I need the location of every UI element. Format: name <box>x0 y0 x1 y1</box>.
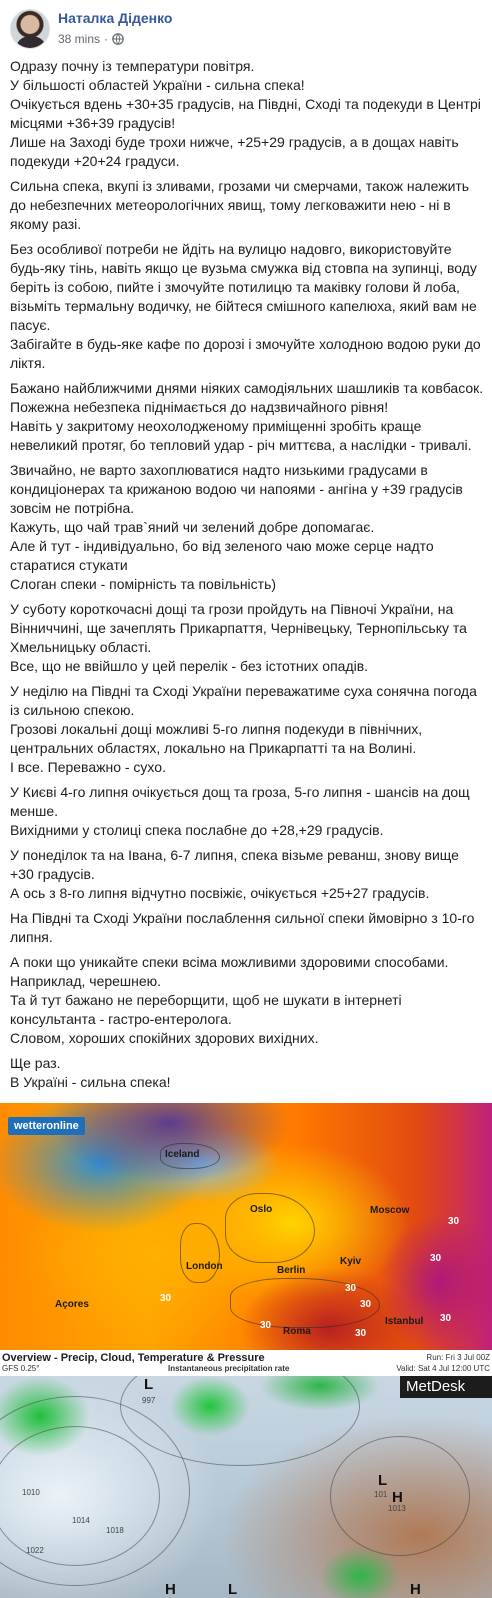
map-label: Berlin <box>277 1265 306 1276</box>
post-line: Сильна спека, вкупі із зливами, грозами чи смерчами, також належить до небезпечних метеорологічних явищ, тому легковажити нею - ні в якому разі. <box>10 178 470 232</box>
temperature-value: 30 <box>440 1313 452 1324</box>
temperature-value: 30 <box>260 1320 272 1331</box>
post-line: І все. Переважно - сухо. <box>10 759 166 775</box>
post-line: Ще раз. <box>10 1055 61 1071</box>
high-pressure: H <box>165 1581 176 1598</box>
metdesk-logo: MetDesk <box>400 1376 492 1398</box>
temperature-value: 30 <box>448 1216 460 1227</box>
post-line: Бажано найближчими днями ніяких самодіяльних шашликів та ковбасок. Пожежна небезпека піднімається до надзвичайного рівня! <box>10 380 484 415</box>
post-line: Кажуть, що чай трав`яний чи зелений добре допомагає. <box>10 519 375 535</box>
globe-icon <box>112 33 124 45</box>
post-line: На Півдні та Сході України послаблення сильної спеки ймовірно з 10-го липня. <box>10 910 475 945</box>
map-label: Iceland <box>165 1149 200 1160</box>
map-label: Açores <box>55 1299 89 1310</box>
post-line: Лише на Заході буде трохи нижче, +25+29 градусів, а в дощах навіть подекуди +20+24 градуси. <box>10 134 459 169</box>
post-paragraph <box>10 909 486 947</box>
post-line: В Україні - сильна спека! <box>10 1074 171 1090</box>
valid-time: Valid: Sat 4 Jul 12:00 UTC <box>396 1364 490 1373</box>
post-line: Слоган спеки - помірність та повільність) <box>10 576 277 592</box>
post-line: У більшості областей України - сильна спека! <box>10 77 305 93</box>
map-label: Roma <box>283 1326 311 1337</box>
coastline <box>180 1223 220 1283</box>
post-line: У Києві 4-го липня очікується дощ та гроза, 5-го липня - шансів на дощ менше. <box>10 784 470 819</box>
temperature-value: 30 <box>430 1253 442 1264</box>
high-pressure: H <box>392 1489 403 1506</box>
post-line: Одразу почну із температури повітря. <box>10 58 255 74</box>
post-time[interactable]: 38 mins <box>58 32 101 46</box>
post-line: Забігайте в будь-яке кафе по дорозі і змочуйте холодною водою руки до ліктя. <box>10 336 481 371</box>
temperature-value: 30 <box>345 1283 357 1294</box>
post-line: Грозові локальні дощі можливі 5-го липня подекуди в північних, центральних областях, локально на Прикарпатті та на Волині. <box>10 721 423 756</box>
post-paragraph <box>10 1054 486 1092</box>
map-label: Istanbul <box>385 1316 424 1327</box>
post-line: У неділю на Півдні та Сході України переважатиме суха сонячна погода із сильною спекою. <box>10 683 477 718</box>
map-label: Kyiv <box>340 1256 362 1267</box>
coastline <box>230 1278 380 1328</box>
post-paragraph <box>10 682 486 777</box>
post-line: У суботу короткочасні дощі та грози пройдуть на Півночі України, на Вінниччині, ще зачеплять Прикарпаття, Чернівецьку, Тернопільську та Хмельницьку області. <box>10 601 467 655</box>
post-paragraph <box>10 953 486 1048</box>
pressure-value: 101 <box>374 1490 388 1499</box>
author-name[interactable]: Наталка Діденко <box>58 10 173 26</box>
post-line: А поки що уникайте спеки всіма можливими здоровими способами. Наприклад, черешнею. <box>10 954 449 989</box>
pressure-value: 1014 <box>72 1516 90 1525</box>
high-pressure: H <box>410 1581 421 1598</box>
post-line: Звичайно, не варто захоплюватися надто низькими градусами в кондиціонерах та крижаною водою чи напоями - ангіна у +39 градусів зовсім не потрібна. <box>10 462 463 516</box>
post-line: Але й тут - індивідуально, бо від зеленого чаю може серце надто старатися стукати <box>10 538 434 573</box>
temperature-value: 30 <box>355 1328 367 1339</box>
map-subtitle: Instantaneous precipitation rate <box>168 1364 290 1373</box>
pressure-value: 1013 <box>388 1504 406 1513</box>
post-paragraph <box>10 600 486 676</box>
post-text <box>10 57 486 1098</box>
temperature-value: 30 <box>360 1299 372 1310</box>
precip-map-title: Overview - Precip, Cloud, Temperature & Pressure <box>2 1352 265 1364</box>
pressure-value: 1018 <box>106 1526 124 1535</box>
post-paragraph <box>10 461 486 594</box>
map-label: London <box>186 1261 223 1272</box>
model-name: GFS 0.25° <box>2 1364 40 1373</box>
map-label: Moscow <box>370 1205 410 1216</box>
post-line: У понеділок та на Івана, 6-7 липня, спека візьме реванш, знову вище +30 градусів. <box>10 847 459 882</box>
precipitation-map[interactable] <box>0 1376 492 1598</box>
post-header <box>0 0 492 56</box>
wetteronline-logo: wetteronline <box>8 1117 85 1135</box>
run-time: Run: Fri 3 Jul 00Z <box>426 1353 490 1362</box>
post-paragraph <box>10 783 486 840</box>
post-paragraph <box>10 846 486 903</box>
precip-map-header <box>0 1351 492 1376</box>
low-pressure: L <box>228 1581 238 1598</box>
post-paragraph <box>10 177 486 234</box>
post-paragraph <box>10 240 486 373</box>
temperature-map[interactable] <box>0 1103 492 1350</box>
map-label: Oslo <box>250 1204 273 1215</box>
pressure-value: 1010 <box>22 1488 40 1497</box>
pressure-value: 1022 <box>26 1546 44 1555</box>
post-line: Та й тут бажано не переборщити, щоб не шукати в інтернеті консультанта - гастро-ентеролога. <box>10 992 402 1027</box>
post-line: Навіть у закритому неохолодженому приміщенні зробіть краще невеликий протяг, бо тепловий удар - річ миттєва, а наслідки - тривалі. <box>10 418 472 453</box>
post-paragraph <box>10 57 486 171</box>
post-line: Вихідними у столиці спека послабне до +28,+29 градусів. <box>10 822 384 838</box>
pressure-value: 997 <box>142 1396 156 1405</box>
post-line: Все, що не ввійшло у цей перелік - без істотних опадів. <box>10 658 369 674</box>
avatar[interactable] <box>10 9 50 49</box>
post-meta: 38 mins · <box>58 32 124 46</box>
post-line: Очікується вдень +30+35 градусів, на Півдні, Сході та подекуди в Центрі місцями +36+39 градусів! <box>10 96 481 131</box>
low-pressure: L <box>144 1376 154 1393</box>
post-line: Без особливої потреби не йдіть на вулицю надовго, використовуйте будь-яку тінь, навіть якщо це вузьма смужка від стовпа на зупинці, воду беріть із собою, пийте і змочуйте потилицю та маківку голови й лоба, візьміть термальну водичку, не бійтеся смішного капелюха, який вам не пасує. <box>10 241 477 333</box>
low-pressure: L <box>378 1472 388 1489</box>
post-paragraph <box>10 379 486 455</box>
temperature-value: 30 <box>160 1293 172 1304</box>
post-line: Словом, хороших спокійних здорових вихідних. <box>10 1030 319 1046</box>
post-line: А ось з 8-го липня відчутно посвіжіє, очікується +25+27 градусів. <box>10 885 430 901</box>
